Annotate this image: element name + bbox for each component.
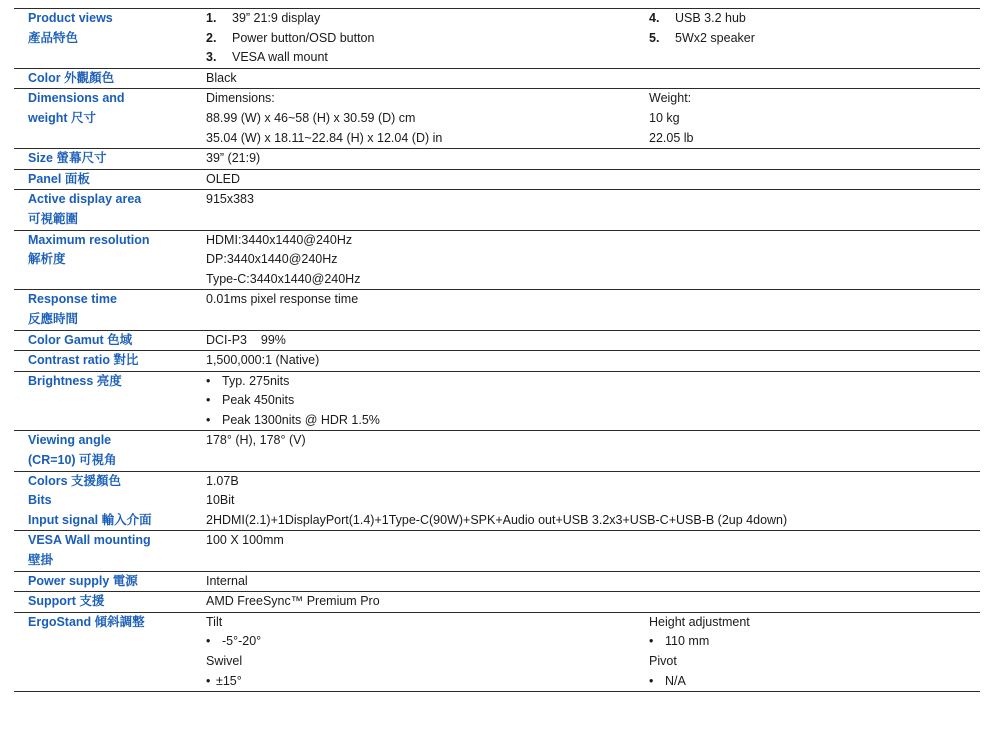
pivot-value: N/A — [665, 673, 686, 688]
item-number: 4. — [649, 11, 660, 25]
row-contrast — [14, 351, 980, 372]
active-area-label — [14, 190, 192, 230]
power-label: Power supply 電源 — [14, 571, 192, 592]
item-number: 3. — [206, 50, 217, 65]
gamut-text: DCI-P3 99% — [206, 332, 286, 347]
label-line-1: Active display area — [28, 192, 142, 207]
label-en: Product views — [28, 11, 113, 25]
list-item — [649, 632, 980, 652]
label-line-1: Maximum resolution — [28, 232, 150, 247]
dimensions-cm: 88.99 (W) x 46~58 (H) x 30.59 (D) cm — [206, 110, 416, 125]
brightness-peak: Peak 450nits — [222, 393, 295, 408]
swivel-heading: Swivel — [206, 654, 243, 668]
bullet-icon: • — [206, 373, 211, 388]
item-number: 5. — [649, 30, 660, 45]
contrast-value: 1,500,000:1 (Native) — [192, 351, 980, 372]
contrast-label: Contrast ratio 對比 — [14, 351, 192, 372]
list-item — [206, 48, 649, 68]
bullet-icon: • — [206, 412, 211, 427]
item-text: 5Wx2 speaker — [675, 30, 755, 45]
pivot-heading: Pivot — [649, 654, 677, 668]
size-label: Size 螢幕尺寸 — [14, 149, 192, 170]
viewing-value: 178° (H), 178° (V) — [192, 431, 980, 471]
label-line-2: weight 尺寸 — [28, 110, 97, 125]
support-label: Support 支援 — [14, 592, 192, 613]
row-colors — [14, 471, 980, 491]
weight-kg: 10 kg — [649, 110, 680, 125]
bullet-icon: • — [206, 393, 211, 408]
vesa-label — [14, 531, 192, 571]
list-item — [206, 391, 980, 411]
list-item — [206, 29, 649, 49]
brightness-label: Brightness 亮度 — [14, 371, 192, 431]
dimensions-heading: Dimensions: — [206, 91, 275, 106]
row-active-area — [14, 190, 980, 230]
response-value: 0.01ms pixel response time — [192, 290, 980, 330]
active-area-value: 915x383 — [192, 190, 980, 230]
bullet-icon: • — [206, 634, 211, 649]
tilt-value: -5°-20° — [222, 634, 262, 649]
row-input — [14, 511, 980, 531]
bullet-icon: • — [206, 673, 211, 688]
weight-lb: 22.05 lb — [649, 130, 694, 145]
list-item — [649, 672, 980, 692]
row-ergostand — [14, 612, 980, 691]
tilt-heading: Tilt — [206, 614, 223, 629]
resolution-label — [14, 230, 192, 290]
dimensions-in: 35.04 (W) x 18.11~22.84 (H) x 12.04 (D) in — [206, 130, 443, 145]
list-item — [206, 9, 649, 29]
product-views-columns — [206, 9, 980, 68]
list-item — [206, 632, 649, 652]
gamut-value — [192, 330, 980, 351]
row-color — [14, 68, 980, 89]
row-power — [14, 571, 980, 592]
item-text: USB 3.2 hub — [675, 11, 746, 25]
brightness-value — [192, 371, 980, 431]
power-value: Internal — [192, 571, 980, 592]
row-viewing — [14, 431, 980, 471]
vesa-value: 100 X 100mm — [192, 531, 980, 571]
label-line-2: 反應時間 — [28, 311, 79, 326]
weight-heading: Weight: — [649, 91, 692, 106]
label-line-2: (CR=10) 可視角 — [28, 453, 117, 468]
row-bits — [14, 491, 980, 511]
label-line-1: Response time — [28, 292, 117, 307]
row-size — [14, 149, 980, 170]
item-text: Power button/OSD button — [232, 30, 375, 45]
resolution-dp: DP:3440x1440@240Hz — [206, 252, 338, 267]
row-resolution — [14, 230, 980, 290]
item-number: 1. — [206, 11, 217, 25]
height-value: 110 mm — [665, 634, 710, 649]
item-text: VESA wall mount — [232, 50, 328, 65]
dimensions-column — [206, 89, 649, 148]
viewing-label — [14, 431, 192, 471]
product-views-right — [649, 9, 980, 68]
label-line-1: Viewing angle — [28, 433, 112, 448]
color-value: Black — [192, 68, 980, 89]
label-zh: 產品特色 — [28, 30, 79, 45]
list-item — [649, 29, 980, 49]
bits-label: Bits — [28, 493, 52, 508]
row-product-views — [14, 9, 980, 69]
ergostand-label: ErgoStand 傾斜調整 — [14, 612, 192, 691]
colors-value: 1.07B — [206, 473, 239, 488]
label-line-2: 可視範圍 — [28, 211, 79, 226]
label-line-1: VESA Wall mounting — [28, 533, 151, 548]
product-views-left — [206, 9, 649, 68]
support-value: AMD FreeSync™ Premium Pro — [192, 592, 980, 613]
color-label: Color 外觀顏色 — [14, 68, 192, 89]
size-value: 39” (21:9) — [192, 149, 980, 170]
height-heading: Height adjustment — [649, 614, 750, 629]
bullet-icon: • — [649, 634, 654, 649]
panel-value: OLED — [192, 169, 980, 190]
ergostand-columns — [206, 613, 980, 691]
dimensions-value — [192, 89, 980, 149]
brightness-hdr: Peak 1300nits @ HDR 1.5% — [222, 412, 380, 427]
list-item — [649, 9, 980, 29]
label-line-2: 解析度 — [28, 252, 66, 267]
ergostand-value — [192, 612, 980, 691]
resolution-typec: Type-C:3440x1440@240Hz — [206, 271, 361, 286]
row-response — [14, 290, 980, 330]
row-dimensions — [14, 89, 980, 149]
item-number: 2. — [206, 30, 217, 45]
row-support — [14, 592, 980, 613]
row-brightness — [14, 371, 980, 431]
list-item — [206, 411, 980, 431]
bits-value: 10Bit — [206, 493, 235, 508]
input-label: Input signal 輸入介面 — [14, 511, 192, 531]
product-views-value — [192, 9, 980, 69]
weight-column — [649, 89, 980, 148]
label-line-1: Dimensions and — [28, 91, 125, 106]
list-item — [206, 672, 649, 692]
response-label — [14, 290, 192, 330]
resolution-value — [192, 230, 980, 290]
bullet-icon: • — [649, 673, 654, 688]
list-item — [206, 372, 980, 392]
spec-table — [14, 8, 980, 692]
panel-label: Panel 面板 — [14, 169, 192, 190]
dimensions-columns — [206, 89, 980, 148]
dimensions-label — [14, 89, 192, 149]
label-line-2: 壁掛 — [28, 553, 54, 568]
swivel-value: ±15° — [216, 673, 242, 688]
input-value: 2HDMI(2.1)+1DisplayPort(1.4)+1Type-C(90W)+SPK+Audio out+USB 3.2x3+USB-C+USB-B (2up 4down) — [192, 511, 980, 531]
product-views-label — [14, 9, 192, 69]
resolution-hdmi: HDMI:3440x1440@240Hz — [206, 232, 353, 247]
row-vesa — [14, 531, 980, 571]
brightness-typ: Typ. 275nits — [222, 373, 290, 388]
item-text: 39” 21:9 display — [232, 11, 321, 25]
height-pivot-column — [649, 613, 980, 691]
row-panel — [14, 169, 980, 190]
tilt-swivel-column — [206, 613, 649, 691]
colors-label: Colors 支援顏色 — [28, 473, 122, 488]
row-gamut — [14, 330, 980, 351]
gamut-label: Color Gamut 色域 — [14, 330, 192, 351]
